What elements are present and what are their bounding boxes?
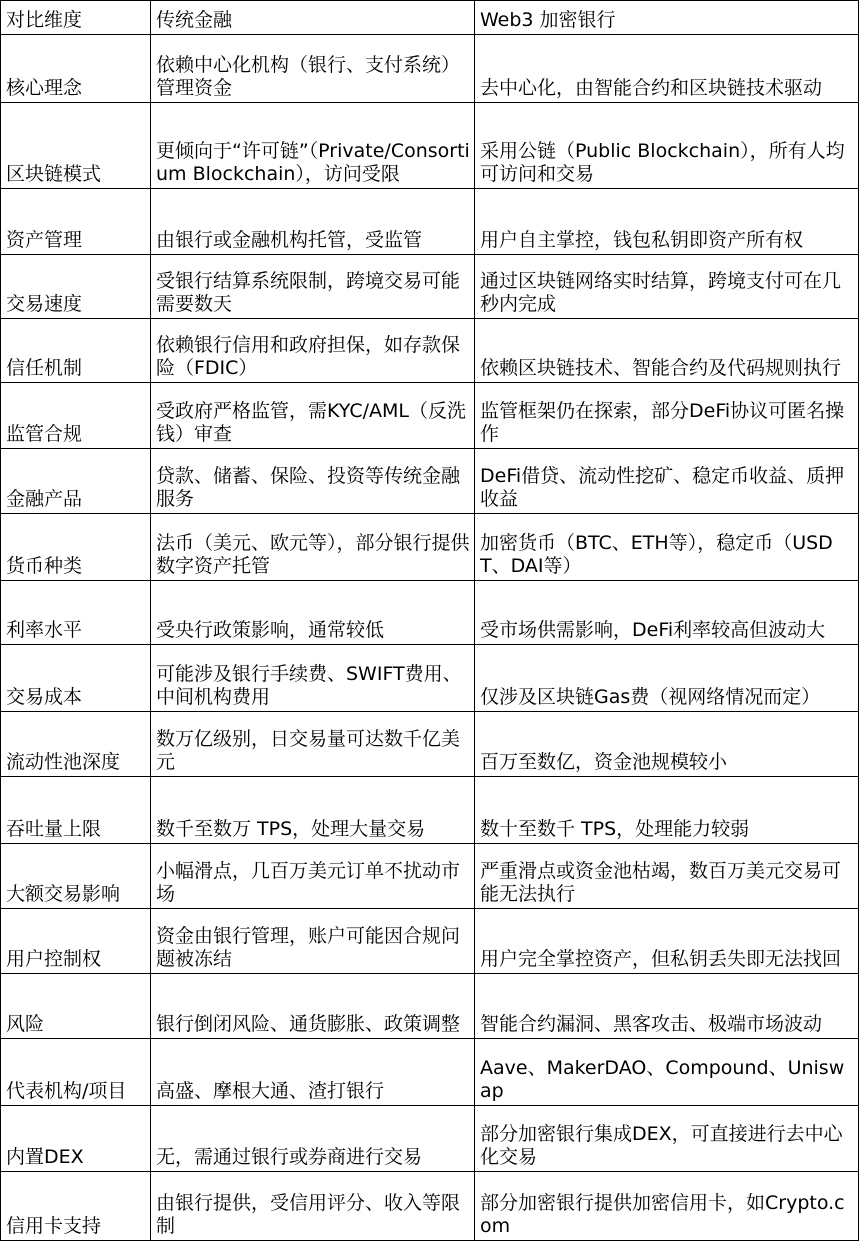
web3-bank-cell: 采用公链（Public Blockchain），所有人均可访问和交易 — [475, 103, 859, 189]
dimension-cell: 金融产品 — [1, 449, 151, 514]
table-row — [1, 189, 859, 255]
table-row — [1, 319, 859, 383]
traditional-finance-cell: 受央行政策影响，通常较低 — [151, 581, 475, 645]
dimension-cell: 利率水平 — [1, 581, 151, 645]
web3-bank-cell: 仅涉及区块链Gas费（视网络情况而定） — [475, 645, 859, 712]
table-row — [1, 103, 859, 189]
table-row — [1, 449, 859, 514]
table-row — [1, 844, 859, 909]
dimension-cell: 资产管理 — [1, 189, 151, 255]
traditional-finance-cell: 更倾向于“许可链”（Private/Consortium Blockchain），访问受限 — [151, 103, 475, 189]
web3-bank-cell: 百万至数亿，资金池规模较小 — [475, 712, 859, 777]
table-row — [1, 645, 859, 712]
traditional-finance-cell: 无，需通过银行或券商进行交易 — [151, 1106, 475, 1172]
dimension-cell: 内置DEX — [1, 1106, 151, 1172]
traditional-finance-cell: 银行倒闭风险、通货膨胀、政策调整 — [151, 974, 475, 1039]
web3-bank-cell: 数十至数千 TPS，处理能力较弱 — [475, 777, 859, 844]
table-row — [1, 1039, 859, 1106]
header-web3-bank: Web3 加密银行 — [475, 1, 859, 35]
web3-bank-cell: 用户自主掌控，钱包私钥即资产所有权 — [475, 189, 859, 255]
table-row — [1, 777, 859, 844]
web3-bank-cell: 监管框架仍在探索，部分DeFi协议可匿名操作 — [475, 383, 859, 449]
web3-bank-cell: 部分加密银行集成DEX，可直接进行去中心化交易 — [475, 1106, 859, 1172]
traditional-finance-cell: 资金由银行管理，账户可能因合规问题被冻结 — [151, 909, 475, 974]
web3-bank-cell: 智能合约漏洞、黑客攻击、极端市场波动 — [475, 974, 859, 1039]
table-row — [1, 1106, 859, 1172]
web3-bank-cell: 严重滑点或资金池枯竭，数百万美元交易可能无法执行 — [475, 844, 859, 909]
web3-bank-cell: 加密货币（BTC、ETH等），稳定币（USDT、DAI等） — [475, 514, 859, 581]
traditional-finance-cell: 由银行提供，受信用评分、收入等限制 — [151, 1172, 475, 1241]
dimension-cell: 信用卡支持 — [1, 1172, 151, 1241]
table-row — [1, 514, 859, 581]
table-body — [1, 1, 859, 1241]
dimension-cell: 交易速度 — [1, 255, 151, 319]
header-dimension: 对比维度 — [1, 1, 151, 35]
web3-bank-cell: 用户完全掌控资产，但私钥丢失即无法找回 — [475, 909, 859, 974]
table-row — [1, 35, 859, 103]
web3-bank-cell: 依赖区块链技术、智能合约及代码规则执行 — [475, 319, 859, 383]
table-row — [1, 712, 859, 777]
dimension-cell: 交易成本 — [1, 645, 151, 712]
dimension-cell: 信任机制 — [1, 319, 151, 383]
table-row — [1, 383, 859, 449]
dimension-cell: 风险 — [1, 974, 151, 1039]
dimension-cell: 货币种类 — [1, 514, 151, 581]
dimension-cell: 吞吐量上限 — [1, 777, 151, 844]
dimension-cell: 区块链模式 — [1, 103, 151, 189]
traditional-finance-cell: 数千至数万 TPS，处理大量交易 — [151, 777, 475, 844]
traditional-finance-cell: 数万亿级别，日交易量可达数千亿美元 — [151, 712, 475, 777]
table-row — [1, 1172, 859, 1241]
table-row — [1, 255, 859, 319]
traditional-finance-cell: 小幅滑点，几百万美元订单不扰动市场 — [151, 844, 475, 909]
dimension-cell: 代表机构/项目 — [1, 1039, 151, 1106]
traditional-finance-cell: 可能涉及银行手续费、SWIFT费用、中间机构费用 — [151, 645, 475, 712]
table-row — [1, 581, 859, 645]
traditional-finance-cell: 贷款、储蓄、保险、投资等传统金融服务 — [151, 449, 475, 514]
web3-bank-cell: 部分加密银行提供加密信用卡，如Crypto.com — [475, 1172, 859, 1241]
web3-bank-cell: 去中心化，由智能合约和区块链技术驱动 — [475, 35, 859, 103]
dimension-cell: 流动性池深度 — [1, 712, 151, 777]
dimension-cell: 核心理念 — [1, 35, 151, 103]
dimension-cell: 大额交易影响 — [1, 844, 151, 909]
header-traditional-finance: 传统金融 — [151, 1, 475, 35]
table-row — [1, 909, 859, 974]
traditional-finance-cell: 依赖银行信用和政府担保，如存款保险（FDIC） — [151, 319, 475, 383]
traditional-finance-cell: 依赖中心化机构（银行、支付系统）管理资金 — [151, 35, 475, 103]
traditional-finance-cell: 受银行结算系统限制，跨境交易可能需要数天 — [151, 255, 475, 319]
traditional-finance-cell: 受政府严格监管，需KYC/AML（反洗钱）审查 — [151, 383, 475, 449]
web3-bank-cell: 通过区块链网络实时结算，跨境支付可在几秒内完成 — [475, 255, 859, 319]
traditional-finance-cell: 法币（美元、欧元等），部分银行提供数字资产托管 — [151, 514, 475, 581]
web3-bank-cell: DeFi借贷、流动性挖矿、稳定币收益、质押收益 — [475, 449, 859, 514]
table-row — [1, 974, 859, 1039]
traditional-finance-cell: 高盛、摩根大通、渣打银行 — [151, 1039, 475, 1106]
dimension-cell: 用户控制权 — [1, 909, 151, 974]
table-header-row — [1, 1, 859, 35]
dimension-cell: 监管合规 — [1, 383, 151, 449]
web3-bank-cell: Aave、MakerDAO、Compound、Uniswap — [475, 1039, 859, 1106]
traditional-finance-cell: 由银行或金融机构托管，受监管 — [151, 189, 475, 255]
web3-bank-cell: 受市场供需影响，DeFi利率较高但波动大 — [475, 581, 859, 645]
